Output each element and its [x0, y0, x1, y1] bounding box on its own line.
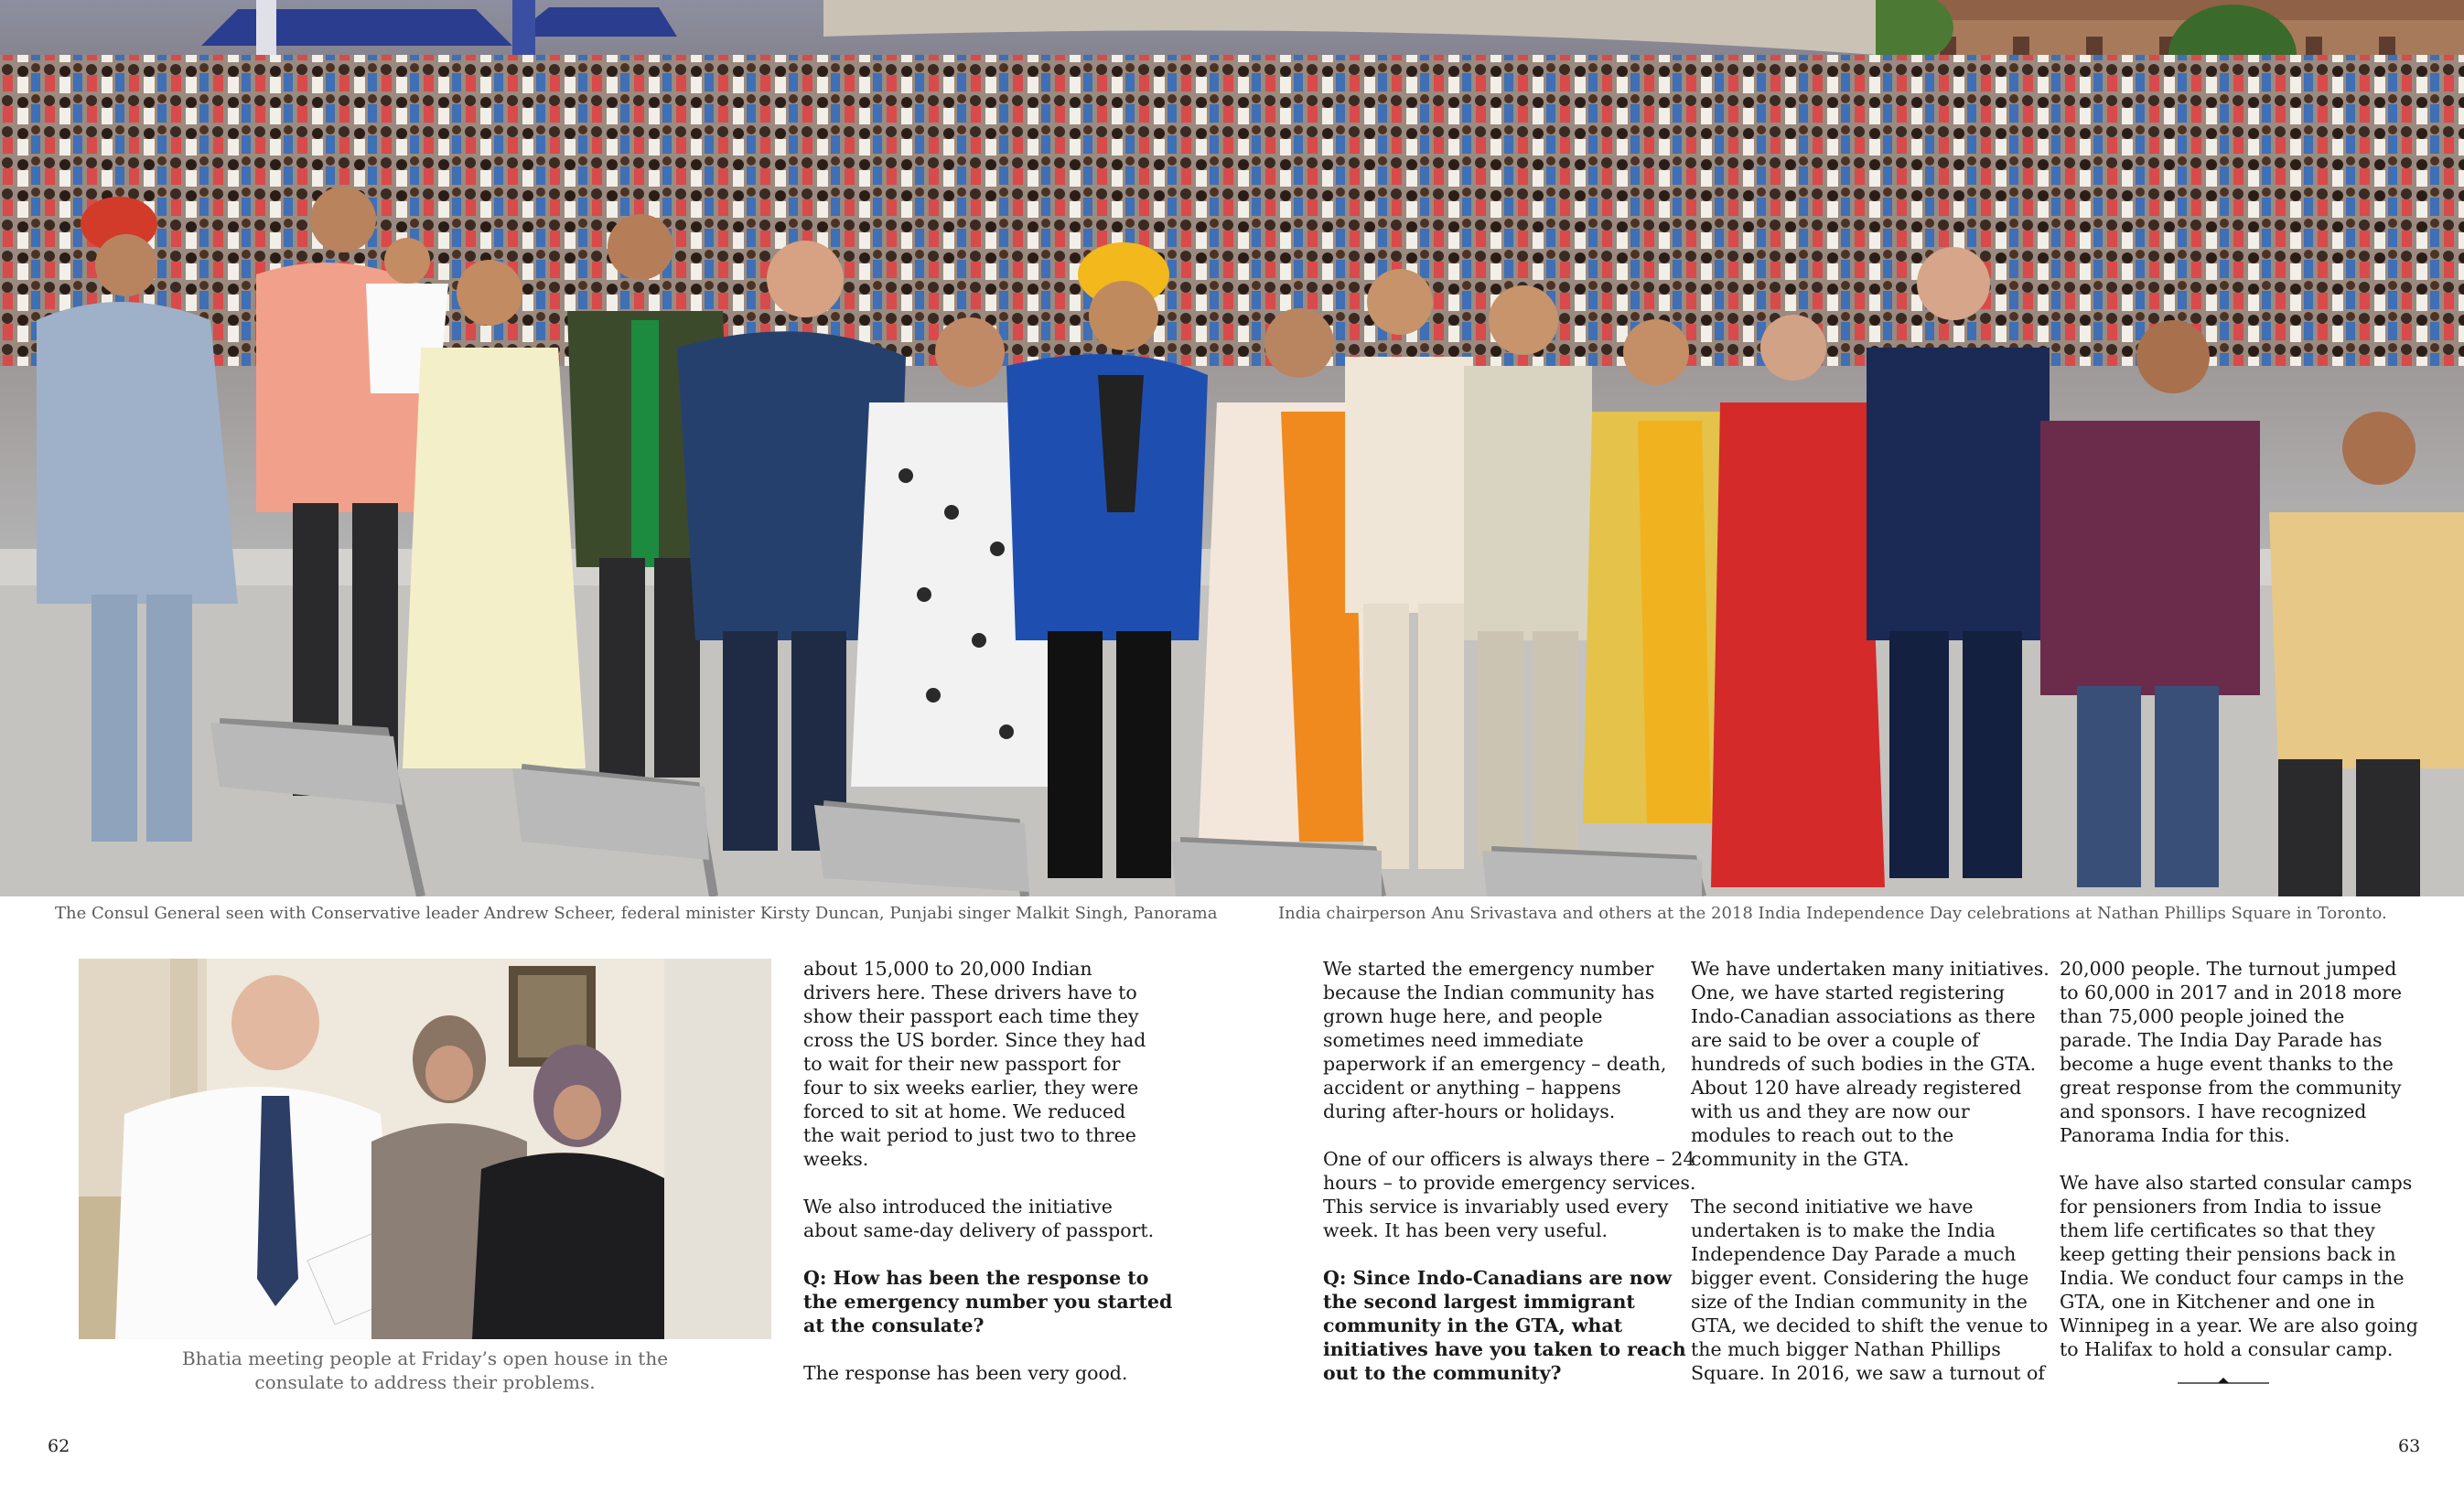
text-line: We have also started consular camps — [2060, 1172, 2413, 1194]
text-line: The second initiative we have — [1691, 1196, 1974, 1218]
text-line: cross the US border. Since they had — [803, 1029, 1146, 1051]
text-line: The response has been very good. — [803, 1362, 1128, 1384]
article-paragraph — [803, 1195, 1155, 1242]
page-number-left: 62 — [48, 1436, 70, 1456]
inset-caption-line: Bhatia meeting people at Friday’s open house in the — [181, 1347, 669, 1369]
text-line: show their passport each time they — [803, 1005, 1139, 1027]
text-line: sometimes need immediate — [1323, 1029, 1584, 1051]
text-line: size of the Indian community in the — [1691, 1291, 2028, 1313]
inset-caption-line: consulate to address their problems. — [254, 1371, 596, 1393]
text-line: bigger event. Considering the huge — [1691, 1267, 2029, 1289]
article-paragraph — [2060, 957, 2407, 1147]
text-line: Panorama India for this. — [2060, 1124, 2290, 1146]
text-line: and sponsors. I have recognized — [2060, 1100, 2367, 1122]
text-line: to wait for their new passport for — [803, 1053, 1121, 1075]
article-paragraph — [2060, 1171, 2418, 1361]
text-line: at the consulate? — [803, 1314, 985, 1336]
text-line: the wait period to just two to three — [803, 1124, 1136, 1146]
text-line: to 60,000 in 2017 and in 2018 more — [2060, 982, 2403, 1003]
text-line: drivers here. These drivers have to — [803, 982, 1137, 1003]
text-line: India. We conduct four camps in the — [2060, 1267, 2405, 1289]
inset-photo-illustration — [79, 959, 771, 1339]
text-column-1 — [803, 957, 1173, 1409]
article-paragraph — [803, 1361, 1151, 1385]
text-line: Q: Since Indo-Canadians are now — [1323, 1267, 1672, 1289]
text-line: GTA, we decided to shift the venue to — [1691, 1314, 2049, 1336]
text-line: out to the community? — [1323, 1362, 1562, 1384]
text-line: paperwork if an emergency – death, — [1323, 1053, 1667, 1075]
page-number-right: 63 — [2398, 1436, 2421, 1456]
text-line: week. It has been very useful. — [1323, 1219, 1609, 1241]
text-column-2 — [1323, 957, 1696, 1409]
text-line: weeks. — [803, 1148, 869, 1170]
text-line: the much bigger Nathan Phillips — [1691, 1338, 2001, 1360]
text-line: four to six weeks earlier, they were — [803, 1077, 1139, 1099]
end-of-article-mark — [2178, 1378, 2269, 1385]
text-line: forced to sit at home. We reduced — [803, 1100, 1126, 1122]
text-line: One, we have started registering — [1691, 982, 2005, 1003]
text-line: keep getting their pensions back in — [2060, 1243, 2396, 1265]
text-line: about 15,000 to 20,000 Indian — [803, 958, 1092, 980]
hero-caption-left: The Consul General seen with Conservative leader Andrew Scheer, federal minister Kirsty Duncan, Punjabi singer Malkit Singh, Panorama — [55, 904, 1218, 923]
text-line: great response from the community — [2060, 1077, 2402, 1099]
text-line: about same-day delivery of passport. — [803, 1219, 1155, 1241]
text-column-4 — [2060, 957, 2418, 1385]
text-line: hours – to provide emergency services. — [1323, 1172, 1696, 1194]
text-line: Winnipeg in a year. We are also going — [2060, 1314, 2418, 1336]
text-line: We also introduced the initiative — [803, 1196, 1113, 1218]
text-line: become a huge event thanks to the — [2060, 1053, 2394, 1075]
text-line: them life certificates so that they — [2060, 1219, 2375, 1241]
text-column-3 — [1691, 957, 2050, 1409]
text-line: because the Indian community has — [1323, 982, 1655, 1003]
article-paragraph — [1323, 1147, 1696, 1242]
text-line: We have undertaken many initiatives. — [1691, 958, 2050, 980]
text-line: Square. In 2016, we saw a turnout of — [1691, 1362, 2045, 1384]
text-line: are said to be over a couple of — [1691, 1029, 1979, 1051]
text-line: grown huge here, and people — [1323, 1005, 1603, 1027]
article-paragraph — [803, 957, 1151, 1171]
text-line: Independence Day Parade a much — [1691, 1243, 2017, 1265]
text-line: community in the GTA. — [1691, 1148, 1910, 1170]
interview-question — [803, 1266, 1173, 1337]
text-line: GTA, one in Kitchener and one in — [2060, 1291, 2375, 1313]
text-line: One of our officers is always there – 24 — [1323, 1148, 1695, 1170]
text-line: 20,000 people. The turnout jumped — [2060, 958, 2397, 980]
text-line: hundreds of such bodies in the GTA. — [1691, 1053, 2037, 1075]
text-line: This service is invariably used every — [1323, 1196, 1669, 1218]
text-line: the second largest immigrant — [1323, 1291, 1635, 1313]
text-line: We started the emergency number — [1323, 958, 1654, 980]
text-line: accident or anything – happens — [1323, 1077, 1621, 1099]
text-line: for pensioners from India to issue — [2060, 1196, 2382, 1218]
text-line: during after-hours or holidays. — [1323, 1100, 1616, 1122]
article-paragraph — [1691, 957, 2050, 1171]
text-line: undertaken is to make the India — [1691, 1219, 1996, 1241]
text-line: modules to reach out to the — [1691, 1124, 1954, 1146]
text-line: the emergency number you started — [803, 1291, 1173, 1313]
interview-question — [1323, 1266, 1686, 1385]
text-line: About 120 have already registered — [1691, 1077, 2022, 1099]
inset-photo — [79, 959, 771, 1339]
text-line: initiatives have you taken to reach — [1323, 1338, 1686, 1360]
text-line: parade. The India Day Parade has — [2060, 1029, 2383, 1051]
hero-caption-right: India chairperson Anu Srivastava and others at the 2018 India Independence Day celebrations at Nathan Phillips Square in Toronto. — [1278, 904, 2387, 923]
inset-caption — [79, 1346, 771, 1394]
text-line: with us and they are now our — [1691, 1100, 1970, 1122]
article-paragraph — [1323, 957, 1671, 1123]
text-line: Q: How has been the response to — [803, 1267, 1149, 1289]
text-line: than 75,000 people joined the — [2060, 1005, 2345, 1027]
text-line: Indo-Canadian associations as there — [1691, 1005, 2036, 1027]
text-line: community in the GTA, what — [1323, 1314, 1623, 1336]
text-line: to Halifax to hold a consular camp. — [2060, 1338, 2394, 1360]
article-paragraph — [1691, 1195, 2049, 1385]
